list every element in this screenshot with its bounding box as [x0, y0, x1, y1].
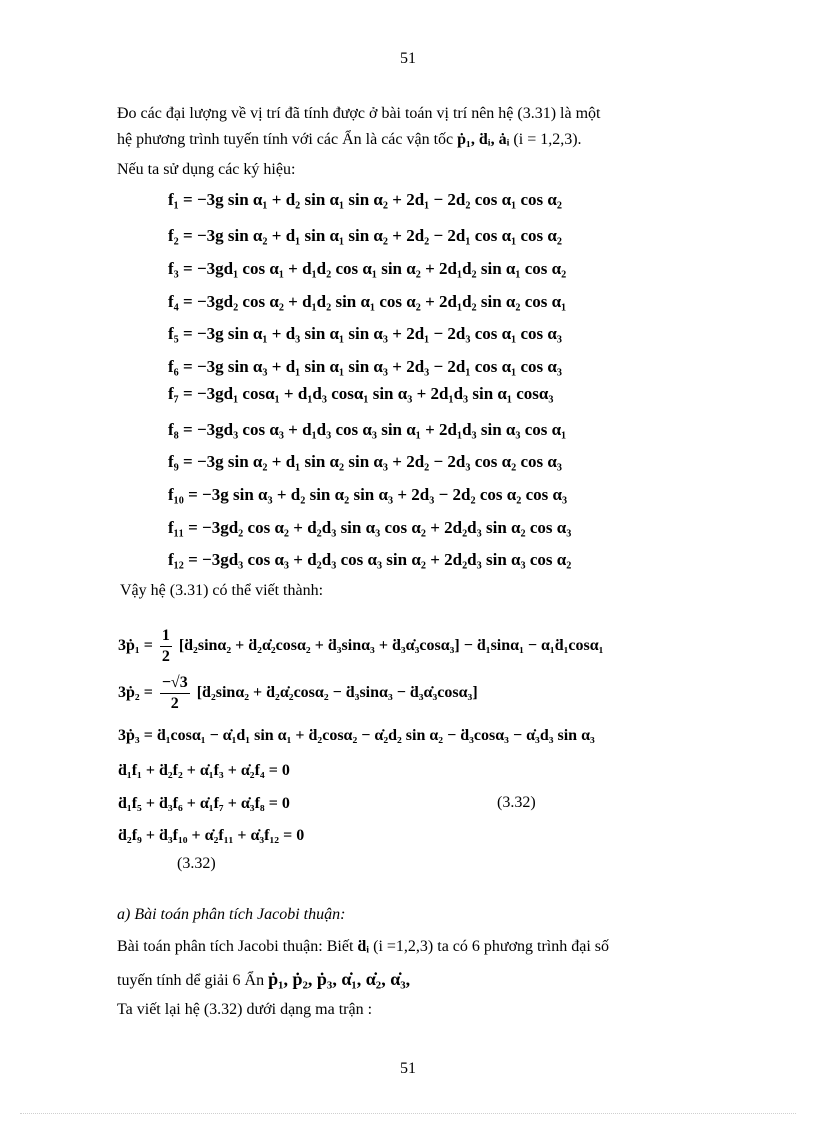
section-line-3: Ta viết lại hệ (3.32) dưới dạng ma trận : [117, 1001, 373, 1018]
eq2-fraction [160, 673, 190, 714]
intro-line-2 [117, 127, 723, 153]
eq1-fraction [160, 626, 172, 667]
system-eq-3: 3ṗ₃ = ḋ₁cosα₁ − α̇₁d₁ sin α₁ + ḋ₂cosα₂ − α̇₂d₂ sin α₂ − ḋ₃cosα₃ − α̇₃d₃ sin α₃ [118, 727, 595, 744]
equation-f6: f₆ = −3g sin α₃ + d₁ sin α₁ sin α₃ + 2d₃ − 2d₁ cos α₁ cos α₃ [168, 357, 562, 376]
page-number-top: 51 [400, 50, 416, 67]
system-eq-2 [118, 673, 478, 714]
intro-line-2-text: hệ phương trình tuyến tính với các Ẩn là các vận tốc [117, 131, 454, 148]
section-line-2-unknowns: ṗ₁, ṗ₂, ṗ₃, α̇₁, α̇₂, α̇₃, [268, 969, 411, 989]
system-eq-4: ḋ₁f₁ + ḋ₂f₂ + α̇₁f₃ + α̇₂f₄ = 0 [118, 762, 290, 779]
section-line-1-text: Bài toán phân tích Jacobi thuận: Biết [117, 938, 354, 955]
page-number-bottom: 51 [400, 1060, 416, 1077]
eq1-rhs: [ḋ₂sinα₂ + ḋ₂α̇₂cosα₂ + ḋ₃sinα₃ + ḋ₃α̇₃cosα₃] − ḋ₁sinα₁ − α₁ḋ₁cosα₁ [178, 637, 604, 655]
equation-f3: f₃ = −3gd₁ cos α₁ + d₁d₂ cos α₁ sin α₂ + 2d₁d₂ sin α₁ cos α₂ [168, 259, 567, 278]
eq2-rhs: [ḋ₂sinα₂ + ḋ₂α̇₂cosα₂ − ḋ₃sinα₃ − ḋ₃α̇₃cosα₃] [196, 684, 478, 702]
equation-f2: f₂ = −3g sin α₂ + d₁ sin α₁ sin α₂ + 2d₂ − 2d₁ cos α₁ cos α₂ [168, 226, 562, 245]
eq2-fraction-num: −√3 [160, 673, 190, 694]
equation-label-3-32: (3.32) [497, 794, 536, 811]
system-eq-5: ḋ₁f₅ + ḋ₃f₆ + α̇₁f₇ + α̇₃f₈ = 0 [118, 795, 290, 812]
equation-f12: f₁₂ = −3gd₃ cos α₃ + d₂d₃ cos α₃ sin α₂ + 2d₂d₃ sin α₃ cos α₂ [168, 550, 572, 569]
section-line-2 [117, 966, 723, 994]
system-eq-1 [118, 626, 603, 667]
equation-label-3-32-below: (3.32) [177, 855, 216, 872]
intro-line-2-tail: (i = 1,2,3). [513, 131, 582, 148]
intro-line-3: Nếu ta sử dụng các ký hiệu: [117, 161, 296, 178]
equation-f8: f₈ = −3gd₃ cos α₃ + d₁d₃ cos α₃ sin α₁ + 2d₁d₃ sin α₃ cos α₁ [168, 420, 567, 439]
section-line-1-tail: (i =1,2,3) ta có 6 phương trình đại số [373, 938, 610, 955]
system-intro: Vậy hệ (3.31) có thể viết thành: [120, 582, 324, 599]
system-eq-6: ḋ₂f₉ + ḋ₃f₁₀ + α̇₂f₁₁ + α̇₃f₁₂ = 0 [118, 827, 305, 844]
eq1-fraction-den: 2 [161, 648, 170, 665]
intro-line-1: Đo các đại lượng về vị trí đã tính được ở bài toán vị trí nên hệ (3.31) là một [117, 105, 601, 122]
equation-f10: f₁₀ = −3g sin α₃ + d₂ sin α₂ sin α₃ + 2d₃ − 2d₂ cos α₂ cos α₃ [168, 485, 568, 504]
section-line-2-text: tuyến tính dể giải 6 Ẩn [117, 972, 265, 989]
eq2-lhs: 3ṗ₂ = [118, 684, 153, 702]
equation-f7: f₇ = −3gd₁ cosα₁ + d₁d₃ cosα₁ sin α₃ + 2d₁d₃ sin α₁ cosα₃ [168, 384, 554, 403]
velocity-symbols: ṗ₁, ḋᵢ, ȧᵢ [457, 131, 510, 148]
equation-f11: f₁₁ = −3gd₂ cos α₂ + d₂d₃ sin α₃ cos α₂ + 2d₂d₃ sin α₂ cos α₃ [168, 518, 572, 537]
section-line-1 [117, 934, 723, 960]
equation-f4: f₄ = −3gd₂ cos α₂ + d₁d₂ sin α₁ cos α₂ + 2d₁d₂ sin α₂ cos α₁ [168, 292, 567, 311]
section-heading: a) Bài toán phân tích Jacobi thuận: [117, 906, 346, 923]
equation-f1: f₁ = −3g sin α₁ + d₂ sin α₁ sin α₂ + 2d₁ − 2d₂ cos α₁ cos α₂ [168, 190, 562, 209]
equation-f5: f₅ = −3g sin α₁ + d₃ sin α₁ sin α₃ + 2d₁ − 2d₃ cos α₁ cos α₃ [168, 324, 562, 343]
section-line-1-symbol: ḋᵢ [357, 938, 370, 955]
eq1-lhs: 3ṗ₁ = [118, 637, 153, 655]
eq1-fraction-num: 1 [160, 626, 172, 647]
equation-f9: f₉ = −3g sin α₂ + d₁ sin α₂ sin α₃ + 2d₂ − 2d₃ cos α₂ cos α₃ [168, 452, 562, 471]
footer-divider [20, 1113, 796, 1114]
eq2-fraction-den: 2 [170, 695, 179, 712]
